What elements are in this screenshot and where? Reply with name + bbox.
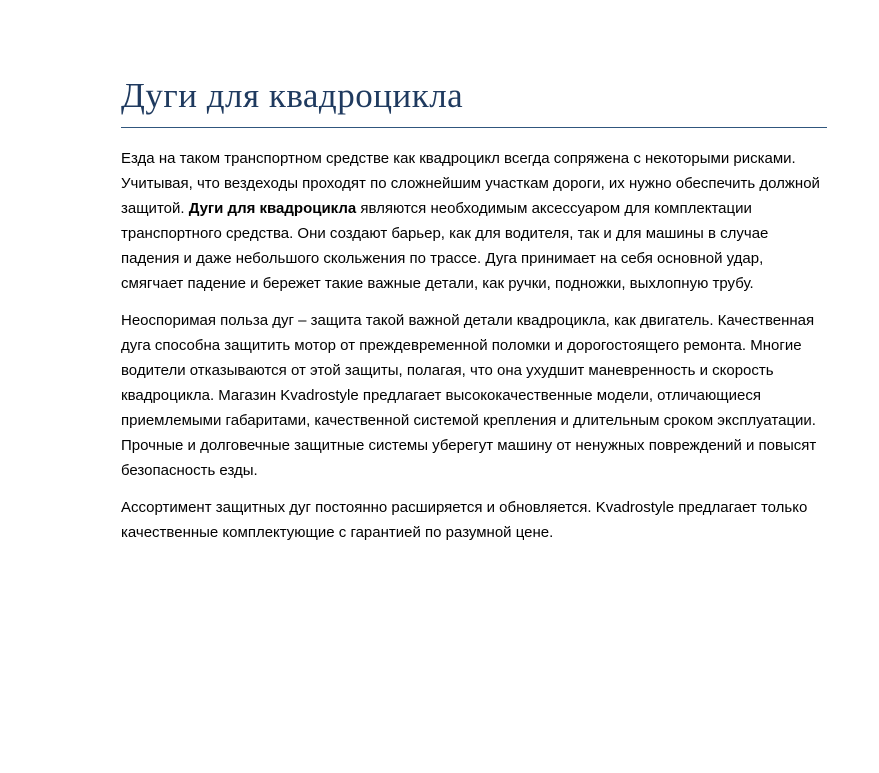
paragraph-intro-text-after: являются необходимым аксессуаром для комплектации транспортного средства. Они создают барьер, как для водителя, так и для машины в случае падения и даже небольшого скольжения по трассе. Дуга принимает на себя основной удар, смягчает падение и бережет такие важные детали, как ручки, подножки, выхлопную трубу. [121, 200, 769, 292]
paragraph-intro-text-before: Езда на таком транспортном средстве как квадроцикл всегда сопряжена с некоторыми рисками. Учитывая, что вездеходы проходят по сложнейшим участкам дороги, их нужно обеспечить должной защитой. [121, 150, 820, 217]
paragraph-intro-bold-keyword: Дуги для квадроцикла [188, 200, 357, 217]
paragraph-assortment: Ассортимент защитных дуг постоянно расширяется и обновляется. Kvadrostyle предлагает только качественные комплектующие с гарантией по разумной цене. [121, 499, 808, 541]
article-body [121, 146, 827, 545]
paragraph-intro [121, 146, 827, 296]
paragraph-benefits: Неоспоримая польза дуг – защита такой важной детали квадроцикла, как двигатель. Качественная дуга способна защитить мотор от преждевременной поломки и дорогостоящего ремонта. Многие водители отказываются от этой защиты, полагая, что она ухудшит маневренность и скорость квадроцикла. Магазин Kvadrostyle предлагает высококачественные модели, отличающиеся приемлемыми габаритами, качественной системой крепления и длительным сроком эксплуатации. Прочные и долговечные защитные системы уберегут машину от ненужных повреждений и повысят безопасность езды. [121, 312, 817, 479]
page-title: Дуги для квадроцикла [121, 76, 827, 128]
